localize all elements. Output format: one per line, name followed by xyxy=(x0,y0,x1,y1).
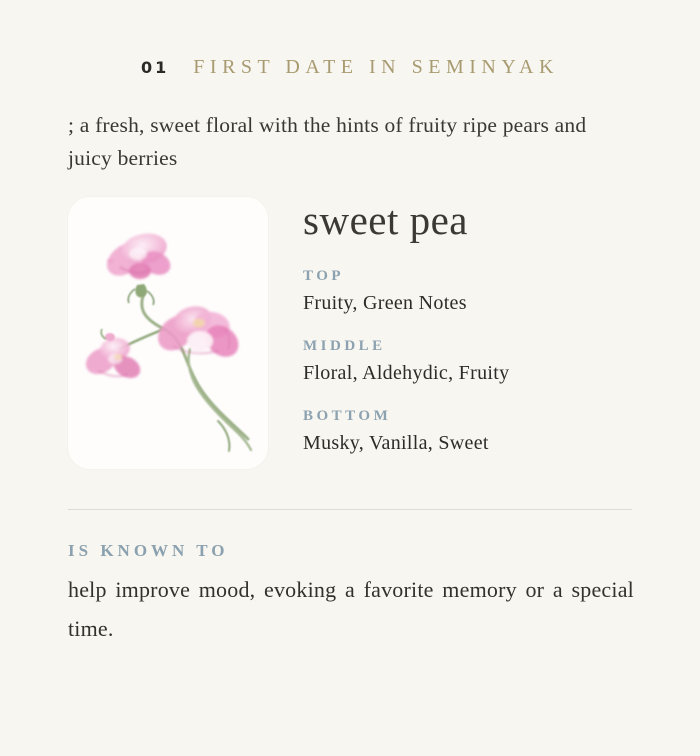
note-value-bottom: Musky, Vanilla, Sweet xyxy=(303,432,489,455)
page-title: FIRST DATE IN SEMINYAK xyxy=(193,56,559,78)
note-label-middle: MIDDLE xyxy=(303,338,386,355)
sweet-pea-flowers-illustration xyxy=(68,197,268,469)
flower-right xyxy=(151,302,245,364)
product-name: sweet pea xyxy=(303,197,468,244)
main-row xyxy=(68,197,632,469)
note-label-top: TOP xyxy=(303,268,345,285)
note-group-middle xyxy=(303,338,509,385)
flower-bud xyxy=(101,329,115,341)
flower-illustration-card xyxy=(68,197,268,469)
header xyxy=(68,56,632,79)
note-value-top: Fruity, Green Notes xyxy=(303,292,467,315)
scent-description: ; a fresh, sweet floral with the hints of fruity ripe pears and juicy berries xyxy=(68,113,587,170)
flower-top xyxy=(101,230,174,283)
note-group-bottom xyxy=(303,408,509,455)
index-number: 01 xyxy=(141,58,170,77)
benefit-text: help improve mood, evoking a favorite memory or a special time. xyxy=(68,577,634,641)
benefit-label: IS KNOWN TO xyxy=(68,541,229,561)
note-value-middle: Floral, Aldehydic, Fruity xyxy=(303,362,510,385)
note-group-top xyxy=(303,268,509,315)
product-details xyxy=(303,197,509,469)
note-label-bottom: BOTTOM xyxy=(303,408,392,425)
fragrance-card xyxy=(0,56,700,756)
section-divider xyxy=(68,509,632,510)
